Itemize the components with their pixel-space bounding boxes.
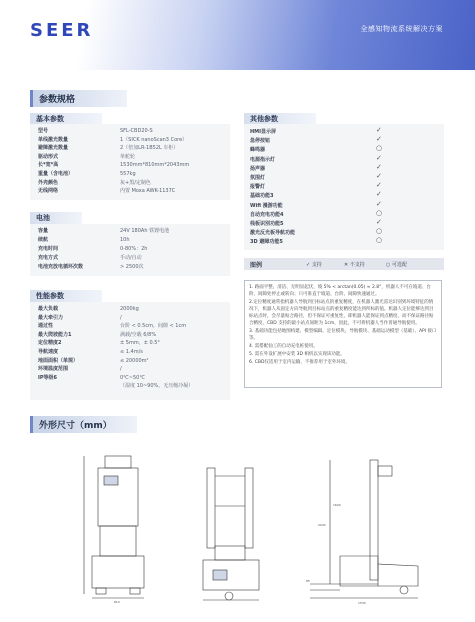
front-width-label: 810 <box>114 600 120 604</box>
spec-row <box>38 340 160 347</box>
spec-key: 驱动形式 <box>38 153 59 160</box>
feature-support-icon: ✓ <box>376 172 382 180</box>
spec-key: 避障激光数量 <box>38 145 69 152</box>
spec-row <box>38 162 190 169</box>
spec-row <box>38 357 149 365</box>
notes-box <box>244 280 442 388</box>
lift-height-label: 1600 <box>333 503 341 507</box>
spec-value: 24V 180Ah 铁锂电池 <box>120 228 170 234</box>
note-item: 5. 需在外设扩展中安装 3D 相机以实现该功能。 <box>249 352 345 357</box>
feature-label: 3D 避障功能5 <box>250 239 283 246</box>
note-item: 1. 路面平整、清洁、无明显起伏，坡 5% < arctan(0.05) ≈ 2.8°，机器人不可在坡道、台阶、间隙处停止或转向；只可垂直于坡道、台阶、间隙快速通过。 <box>249 285 431 297</box>
spec-value: ± 5mm，± 0.5° <box>120 340 160 347</box>
feature-support-icon: ✓ <box>376 135 382 144</box>
spec-value: 手动/自动 <box>120 255 142 261</box>
spec-key: 最大爬坡能力1 <box>38 331 72 338</box>
spec-value: / <box>120 366 122 373</box>
spec-value: 满载/空载 6/8% <box>120 331 157 338</box>
fork-height-label: 85 <box>306 579 310 583</box>
spec-key: 无线网络 <box>38 188 59 195</box>
spec-row <box>38 264 144 271</box>
section-title-specs: 参数规格 <box>30 90 127 107</box>
spec-value: 10h <box>120 237 130 243</box>
feature-label: 电源指示灯 <box>250 156 276 163</box>
spec-row <box>38 246 148 253</box>
side-height-label: 2043 <box>318 523 326 527</box>
side-view-drawing <box>300 446 440 606</box>
subtitle-battery: 电池 <box>30 212 82 224</box>
feature-label: 栈板识别功能5 <box>250 221 284 227</box>
spec-key: 充电方式 <box>38 255 59 261</box>
spec-key: 定位精度2 <box>38 340 62 347</box>
spec-row <box>38 128 153 135</box>
spec-key: 续航 <box>38 237 49 243</box>
feature-label: Wifi 漫游功能 <box>250 202 283 209</box>
spec-row <box>38 188 176 195</box>
legend-optional: ○ 可选配 <box>386 262 407 268</box>
spec-value: 1（SICK nanoScan3 Core） <box>120 136 188 143</box>
spec-row <box>38 237 130 244</box>
feature-support-icon: ○ <box>376 144 383 153</box>
spec-value: 2000kg <box>120 306 139 312</box>
spec-value: / <box>120 314 122 321</box>
spec-key: 地面面积（单规） <box>38 357 79 364</box>
spec-key: 最大牵引力 <box>38 314 64 321</box>
spec-key: 通过性 <box>38 323 54 330</box>
legend-not-supported: ✕ 不支持 <box>344 262 365 268</box>
feature-support-icon: ○ <box>376 208 383 217</box>
spec-key: 电池充放电循环次数 <box>38 264 84 270</box>
feature-label: 基础功能3 <box>250 193 274 200</box>
feature-label: 急停按钮 <box>250 138 271 145</box>
feature-label: 扬声器 <box>250 165 266 172</box>
spec-value: 灰+黑/定制色 <box>120 179 151 186</box>
spec-key: 单线激光数量 <box>38 136 69 143</box>
section-title-dimensions: 外形尺寸（mm） <box>30 416 137 433</box>
feature-support-icon: ✓ <box>376 126 382 134</box>
side-length-label: 1530 <box>358 601 366 605</box>
feature-support-icon: ✓ <box>376 181 382 190</box>
feature-support-icon: ✓ <box>376 153 382 162</box>
note-item: 3. 基础功能包括地图构建、模型编辑、定位模块、导航模块、基础运动模型（基础）、API 接口等。 <box>249 329 437 341</box>
spec-row <box>38 314 122 322</box>
spec-value: 内置 Moxa AWK-1137C <box>120 188 176 195</box>
feature-support-icon: ✓ <box>376 199 382 208</box>
spec-key: 充电时间 <box>38 246 59 252</box>
spec-row <box>38 153 136 161</box>
feature-label: 自动充电功能4 <box>250 211 284 218</box>
spec-row <box>38 306 139 313</box>
note-item: 6. CBD仅适用于室内运输，不推荐用于室外环境。 <box>249 360 350 365</box>
spec-value: SFL-CBD20-S <box>120 128 153 134</box>
spec-key: 环境温度范围 <box>38 366 69 373</box>
spec-row <box>38 374 145 382</box>
front-view-drawing <box>70 446 170 606</box>
spec-value: 2（倍加LR-1B52L 车柜） <box>120 145 179 152</box>
spec-row <box>38 349 143 356</box>
spec-value: 单舵轮 <box>120 153 136 160</box>
rear-view-drawing <box>185 446 280 606</box>
note-item: 2.定位精度通常指机器人导航到目标站点的重复精度，在机器人激光雷达识别到环境特征的情况下，机器人从固定方向导航到目标站点的重复精度能达到所标的值。机器人定位能够达到目标站点时，会尽量贴合路径，但不保证可重复性，即机器人能保证到点精度，而不保证路径贴合精度，CBD 支持的最小站点间距为 1cm，因此，不可将机器人当作普通导航使用。 <box>249 300 434 326</box>
feature-label: 蜂鸣器 <box>250 147 266 154</box>
spec-value: （湿度 10~90%，无压缩冷凝） <box>120 383 194 390</box>
spec-key: 重量（含电池） <box>38 171 74 177</box>
spec-row <box>38 331 157 339</box>
feature-label: 报警灯 <box>250 184 266 191</box>
spec-row <box>38 323 187 330</box>
feature-label: 激光反光板导航功能 <box>250 230 296 237</box>
spec-value: > 2500次 <box>120 264 144 270</box>
header-banner <box>0 0 475 70</box>
feature-support-icon: ✓ <box>376 162 382 171</box>
spec-value: ≤ 1.4m/s <box>120 349 143 355</box>
spec-key: 长*宽*高 <box>38 162 59 169</box>
subtitle-other: 其他参数 <box>244 113 316 125</box>
feature-label: HMI显示屏 <box>250 129 277 135</box>
spec-key: 最大负载 <box>38 306 59 312</box>
spec-key: 容量 <box>38 228 49 234</box>
legend-supported: ✓ 支持 <box>306 262 322 268</box>
feature-support-icon: ✓ <box>376 218 382 226</box>
feature-support-icon: ○ <box>376 227 383 236</box>
spec-value: ≤ 20000m² <box>120 357 149 364</box>
spec-key: 外壳颜色 <box>38 179 59 186</box>
legend-title: 图例 <box>250 262 263 269</box>
spec-value: 台阶 < 0.5cm，间隙 < 1cm <box>120 323 187 330</box>
spec-row <box>38 171 136 178</box>
spec-value: 0℃~50℃ <box>120 374 145 381</box>
subtitle-performance: 性能参数 <box>30 290 102 302</box>
header-tagline: 全感知物流系统解决方案 <box>360 25 443 33</box>
brand-logo: SEER <box>30 20 94 41</box>
spec-value: 0-80%：2h <box>120 246 148 252</box>
feature-label: 氛围灯 <box>250 175 266 181</box>
spec-row <box>38 179 151 187</box>
spec-key: IP等级6 <box>38 374 58 381</box>
spec-row <box>38 136 188 144</box>
feature-support-icon: ✓ <box>376 190 382 199</box>
spec-value: 557kg <box>120 171 136 177</box>
spec-row <box>38 228 170 235</box>
spec-row <box>38 255 142 262</box>
spec-value: 1530mm*810mm*2043mm <box>120 162 190 169</box>
subtitle-basic: 基本参数 <box>30 113 102 125</box>
spec-key: 导航速度 <box>38 349 59 355</box>
legend-bar <box>244 258 444 270</box>
note-item: 4. 需搭配仙工的自动充电桩使用。 <box>249 344 318 349</box>
spec-row <box>38 366 122 373</box>
spec-row <box>38 145 179 152</box>
feature-support-icon: ○ <box>376 236 383 245</box>
spec-key: 型号 <box>38 128 49 134</box>
